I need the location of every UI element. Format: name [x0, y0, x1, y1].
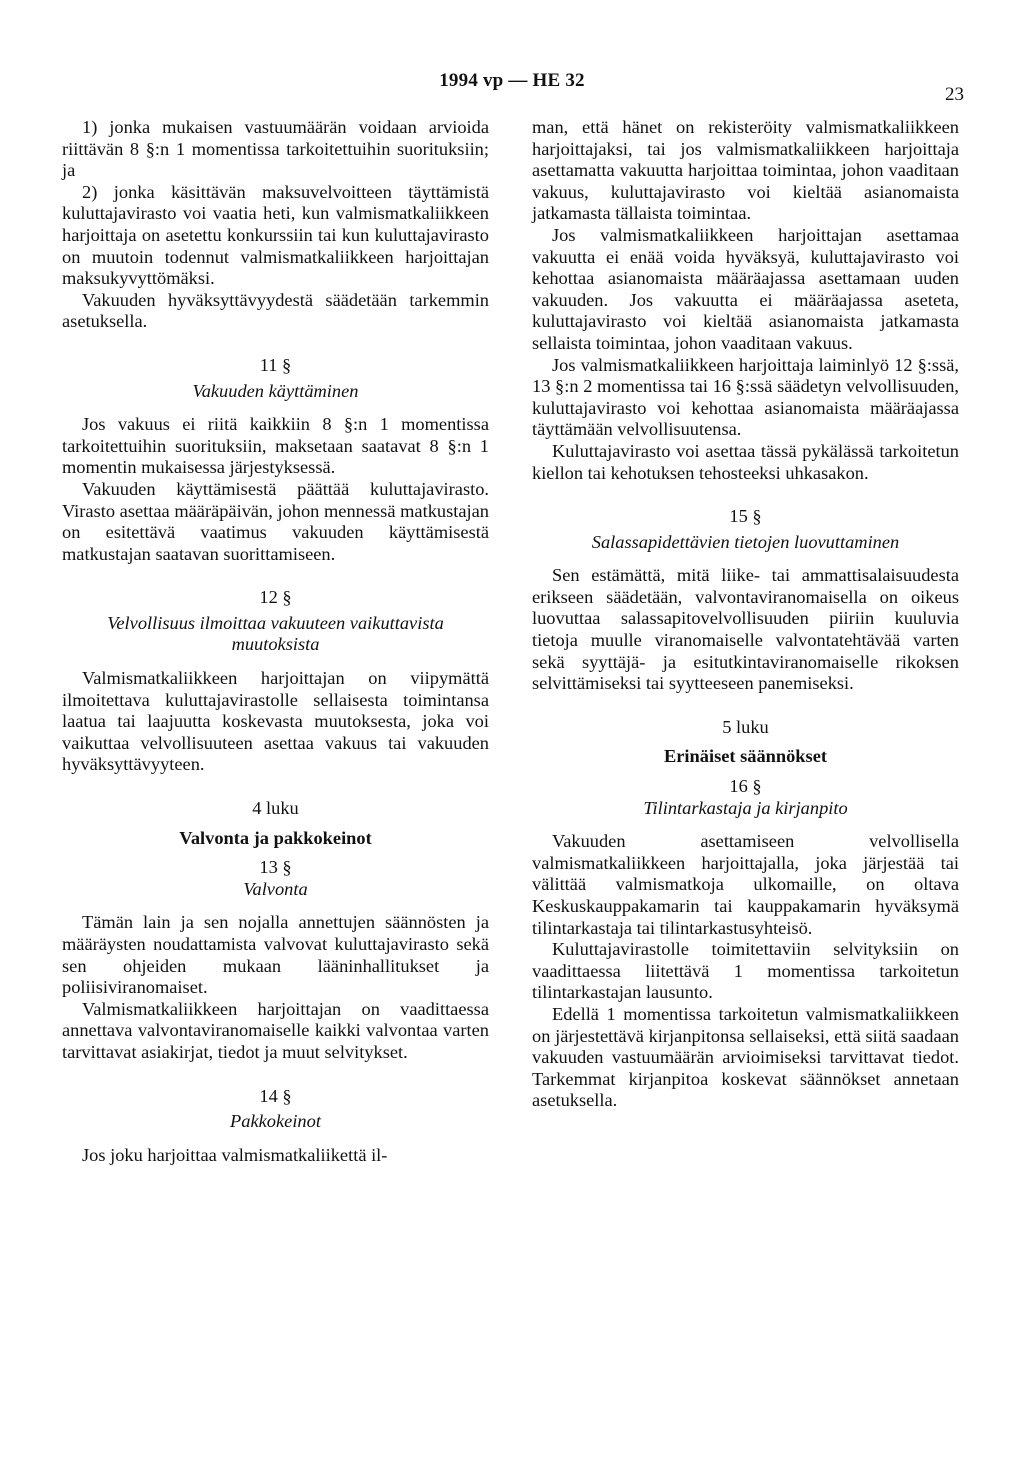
paragraph: Valmismatkaliikkeen harjoittajan on vaadittaessa annettava valvontaviranomaiselle kaikki valvontaa varten tarvittavat asiakirjat, tiedot ja muut selvitykset. [62, 998, 489, 1062]
section-title-14: Pakkokeinot [230, 1111, 321, 1132]
section-number-13: 13 § [259, 857, 292, 878]
section-title-13: Valvonta [243, 878, 308, 899]
chapter-title-5: Erinäiset säännökset [664, 746, 827, 767]
paragraph: Valmismatkaliikkeen harjoittajan on viipymättä ilmoitettava kuluttajavirastolle sellaisesta toimintansa laatua tai laajuutta koskevasta muutoksesta, joka voi vaikuttaa velvollisuuteen asettaa vakuus tai vakuuden hyväksyttävyyteen. [62, 668, 489, 775]
chapter-title-4: Valvonta ja pakkokeinot [179, 827, 372, 848]
paragraph: Kuluttajavirastolle toimitettaviin selvityksiin on vaadittaessa liitettävä 1 momentissa tarkoitetun tilintarkastajan lausunto. [532, 939, 959, 1003]
page-number: 23 [945, 84, 964, 105]
paragraph: 1) jonka mukaisen vastuumäärän voidaan arvioida riittävän 8 §:n 1 momentissa tarkoitettuihin suorituksiin; ja [62, 117, 489, 181]
section-title-11: Vakuuden käyttäminen [192, 380, 359, 401]
paragraph: Tämän lain ja sen nojalla annettujen säännösten ja määräysten noudattamista valvovat kuluttajavirasto sekä sen ohjeiden mukaan lääninhallitukset ja poliisiviranomaiset. [62, 912, 489, 998]
paragraph: Jos valmismatkaliikkeen harjoittajan asettamaa vakuutta ei enää voida hyväksyä, kuluttajavirasto voi kehottaa asianomaista määräajassa asettamaan uuden vakuuden. Jos vakuutta ei määräajassa aseteta, kuluttajavirasto voi kieltää asianomaista jatkamasta sellaista toimintaa, johon vaaditaan vakuus. [532, 224, 959, 353]
paragraph: Jos vakuus ei riitä kaikkiin 8 §:n 1 momentissa tarkoitettuihin suorituksiin, maksetaan saatavat 8 §:n 1 momentin mukaisessa järjestyksessä. [62, 414, 489, 478]
paragraph: Kuluttajavirasto voi asettaa tässä pykälässä tarkoitetun kiellon tai kehotuksen tehosteeksi uhkasakon. [532, 440, 959, 483]
paragraph: Jos valmismatkaliikkeen harjoittaja laiminlyö 12 §:ssä, 13 §:n 2 momentissa tai 16 §:ssä säädetyn velvollisuuden, kuluttajavirasto voi kehottaa asianomaista määräajassa täyttämään velvollisuutensa. [532, 354, 959, 440]
section-title-16: Tilintarkastaja ja kirjanpito [643, 797, 848, 818]
section-number-11: 11 § [259, 354, 292, 375]
paragraph: Jos joku harjoittaa valmismatkaliikettä il- [82, 1144, 388, 1165]
right-column [532, 117, 959, 1112]
paragraph: Sen estämättä, mitä liike- tai ammattisalaisuudesta erikseen säädetään, valvontaviranomaisella on oikeus luovuttaa salassapitovelvollisuuden piiriin kuuluvia tietoja muulle viranomaiselle valvontatehtävää varten sekä syyttäjä- ja esitutkintaviranomaiselle rikoksen selvittämiseksi tai syytteeseen panemiseksi. [532, 565, 959, 694]
running-header [0, 70, 1024, 105]
section-title-15: Salassapidettävien tietojen luovuttaminen [591, 531, 900, 552]
left-column [62, 117, 489, 1166]
chapter-number-5: 5 luku [722, 716, 769, 737]
section-number-15: 15 § [729, 506, 762, 527]
paragraph: Vakuuden asettamiseen velvollisella valmismatkaliikkeen harjoittajalla, joka järjestää tai välittää valmismatkoja ulkomaille, on oltava Keskuskauppakamarin tai kauppakamarin hyväksymä tilintarkastaja tai tilintarkastusyhteisö. [532, 831, 959, 938]
section-number-12: 12 § [259, 587, 292, 608]
paragraph: Edellä 1 momentissa tarkoitetun valmismatkaliikkeen on järjestettävä kirjanpitonsa sellaiseksi, että siitä saadaan vakuuden vastuumäärän arvioimiseksi tarvittavat tiedot. Tarkemmat kirjanpitoa koskevat säännökset annetaan asetuksella. [532, 1003, 959, 1111]
document-title: 1994 vp — HE 32 [439, 70, 585, 91]
paragraph: Vakuuden hyväksyttävyydestä säädetään tarkemmin asetuksella. [62, 289, 489, 332]
paragraph: man, että hänet on rekisteröity valmismatkaliikkeen harjoittajaksi, tai jos valmismatkaliikkeen harjoittaja asettamatta vakuutta harjoittaa toimintaa, johon vaaditaan vakuus, kuluttajavirasto voi kieltää asianomaista jatkamasta tällaista toimintaa. [532, 117, 959, 224]
paragraph: Vakuuden käyttämisestä päättää kuluttajavirasto. Virasto asettaa määräpäivän, johon mennessä matkustajan on esitettävä vaatimus vakuuden käyttämisestä matkustajan saatavan suorittamiseen. [62, 478, 489, 564]
section-number-14: 14 § [259, 1085, 292, 1106]
chapter-number-4: 4 luku [252, 798, 299, 819]
section-number-16: 16 § [729, 776, 762, 797]
section-title-12: Velvollisuus ilmoittaa vakuuteen vaikuttavista muutoksista [107, 612, 444, 655]
paragraph: 2) jonka käsittävän maksuvelvoitteen täyttämistä kuluttajavirasto voi vaatia heti, kun valmismatkaliikkeen harjoittaja on asetettu konkurssiin tai kun kuluttajavirasto on muutoin todennut valmismatkaliikkeen harjoittajan maksukyvyttömäksi. [62, 181, 489, 289]
